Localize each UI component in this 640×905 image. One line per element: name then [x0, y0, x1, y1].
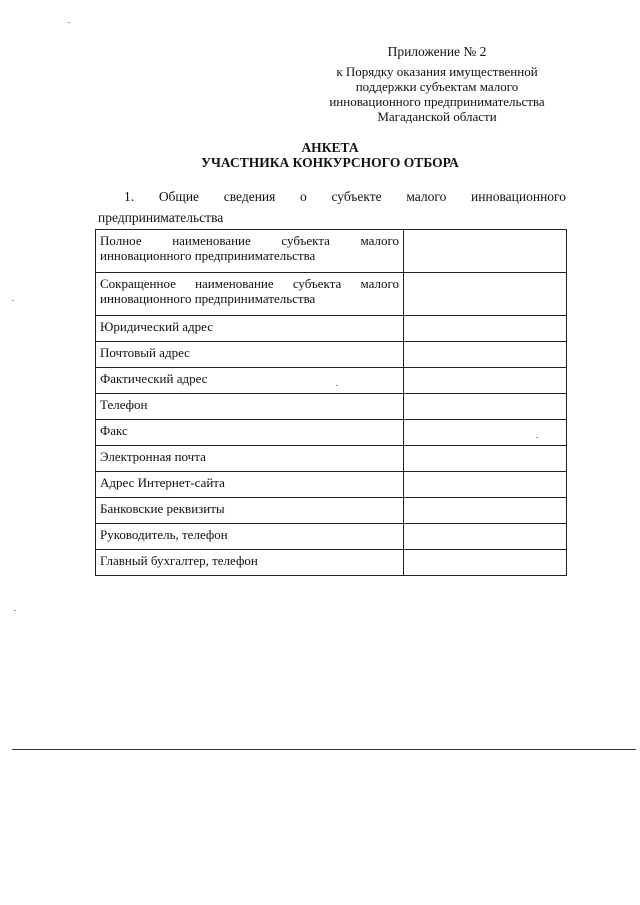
row-value-cell[interactable]: [404, 446, 567, 472]
row-value-cell[interactable]: [404, 230, 567, 273]
scan-speck: [12, 300, 14, 301]
section-word: Общие: [158, 189, 200, 204]
row-value-cell[interactable]: [404, 273, 567, 316]
table-row: [96, 524, 567, 550]
row-label: Руководитель, телефон: [96, 524, 404, 550]
scan-speck: [68, 22, 70, 23]
scan-speck: [14, 610, 16, 611]
row-label-line: инновационного предпринимательства: [100, 248, 316, 263]
row-value-cell[interactable]: [404, 342, 567, 368]
section-heading-first-line: [98, 186, 566, 207]
scan-speck: [536, 437, 538, 438]
section-continuation: предпринимательства: [98, 210, 224, 225]
applicant-info-table: [95, 229, 567, 576]
row-label: Адрес Интернет-сайта: [96, 472, 404, 498]
table-row: [96, 316, 567, 342]
page-bottom-rule: [12, 749, 636, 750]
row-label-line: инновационного предпринимательства: [100, 291, 316, 306]
table-row: [96, 342, 567, 368]
table-row: [96, 472, 567, 498]
table-row: [96, 230, 567, 273]
row-label: [96, 273, 404, 316]
table-row: [96, 368, 567, 394]
section-word: малого: [406, 189, 447, 204]
appendix-header: [312, 44, 562, 124]
section-number: 1.: [124, 189, 135, 204]
row-label-line: Полное наименование субъекта малого: [100, 233, 399, 248]
section-word: субъекте: [331, 189, 382, 204]
row-label: Электронная почта: [96, 446, 404, 472]
form-title-line2: УЧАСТНИКА КОНКУРСНОГО ОТБОРА: [201, 155, 459, 170]
table-row: [96, 394, 567, 420]
row-value-cell[interactable]: [404, 524, 567, 550]
appendix-line: к Порядку оказания имущественной: [336, 64, 538, 79]
table-row: [96, 273, 567, 316]
appendix-line: Магаданской области: [377, 109, 497, 124]
form-title-line1: АНКЕТА: [301, 140, 359, 155]
row-label: Почтовый адрес: [96, 342, 404, 368]
row-label: Банковские реквизиты: [96, 498, 404, 524]
section-word: о: [300, 189, 307, 204]
table-row: [96, 498, 567, 524]
table-row: [96, 420, 567, 446]
table-row: [96, 550, 567, 576]
appendix-title: Приложение № 2: [387, 44, 487, 59]
form-title: [120, 140, 540, 170]
row-label-line: Сокращенное наименование субъекта малого: [100, 276, 399, 291]
section-word: инновационного: [471, 189, 566, 204]
row-label: [96, 230, 404, 273]
table-row: [96, 446, 567, 472]
row-value-cell[interactable]: [404, 394, 567, 420]
row-value-cell[interactable]: [404, 420, 567, 446]
row-value-cell[interactable]: [404, 316, 567, 342]
row-value-cell[interactable]: [404, 498, 567, 524]
row-value-cell[interactable]: [404, 368, 567, 394]
section-word: сведения: [223, 189, 276, 204]
row-label: Главный бухгалтер, телефон: [96, 550, 404, 576]
row-value-cell[interactable]: [404, 472, 567, 498]
row-label: Юридический адрес: [96, 316, 404, 342]
section-heading: [98, 186, 566, 228]
row-label: Факс: [96, 420, 404, 446]
row-label: Фактический адрес: [96, 368, 404, 394]
appendix-line: поддержки субъектам малого: [355, 79, 519, 94]
scan-speck: [336, 385, 338, 386]
appendix-line: инновационного предпринимательства: [329, 94, 545, 109]
row-value-cell[interactable]: [404, 550, 567, 576]
row-label: Телефон: [96, 394, 404, 420]
